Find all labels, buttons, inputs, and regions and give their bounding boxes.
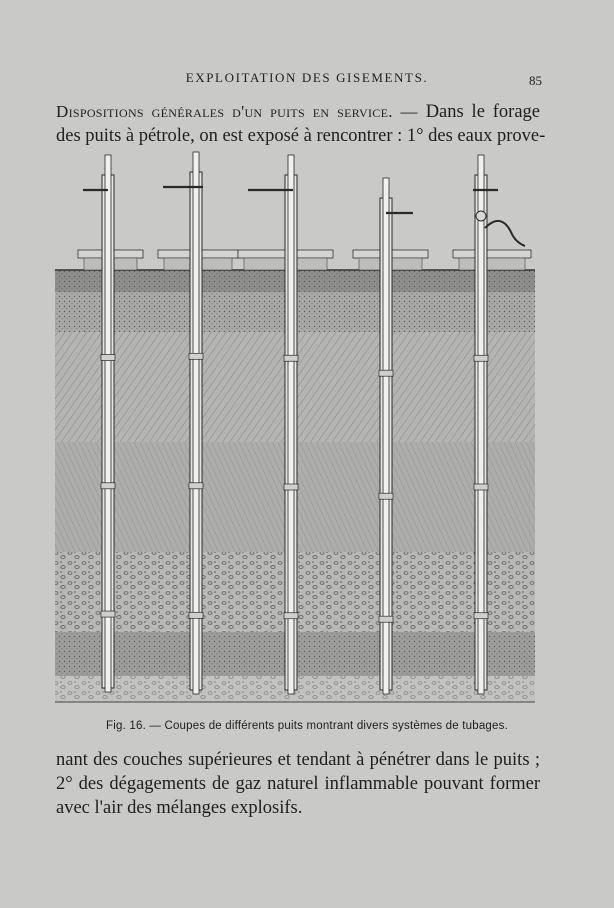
section-heading: Dispositions générales d'un puits en service. — (56, 102, 418, 121)
paragraph-bottom-line-3: avec l'air des mélanges explosifs. (56, 798, 303, 818)
figure-caption: Fig. 16. — Coupes de différents puits montrant divers systèmes de tubages. (106, 720, 508, 732)
paragraph-bottom (56, 748, 540, 820)
well-2-coupling-2 (189, 483, 203, 489)
well-5-hose (485, 221, 525, 246)
paragraph-top-line-1 (56, 100, 540, 124)
well-5-valve (476, 211, 486, 221)
well-5-coupling-1 (474, 355, 488, 361)
well-3-coupling-1 (284, 355, 298, 361)
well-2-coupling-1 (189, 353, 203, 359)
well-5-coupling-2 (474, 484, 488, 490)
well-3-coupling-3 (284, 613, 298, 619)
paragraph-top (56, 100, 546, 148)
well-1-coupling-1 (101, 355, 115, 361)
page-number: 85 (529, 73, 542, 88)
figure-wells-illustration (53, 150, 537, 710)
well-4-coupling-2 (379, 493, 393, 499)
well-4-coupling-1 (379, 370, 393, 376)
well-1-coupling-2 (101, 483, 115, 489)
well-5-coupling-3 (474, 613, 488, 619)
well-3-coupling-2 (284, 484, 298, 490)
well-1-coupling-3 (101, 611, 115, 617)
paragraph-top-line-1-text: Dans le forage (417, 102, 540, 122)
well-5-platform (453, 250, 531, 258)
well-2-coupling-3 (189, 612, 203, 618)
wells-engraving (53, 150, 537, 710)
well-4-coupling-3 (379, 616, 393, 622)
running-title: EXPLOITATION DES GISEMENTS. (185, 70, 429, 85)
paragraph-bottom-line-2: 2° des dégagements de gaz naturel inflammable pouvant former (56, 774, 540, 794)
paragraph-top-line-2: des puits à pétrole, on est exposé à rencontrer : 1° des eaux prove- (56, 126, 546, 146)
paragraph-bottom-line-1: nant des couches supérieures et tendant à pénétrer dans le puits ; (56, 750, 540, 770)
well-5-base (459, 258, 525, 270)
